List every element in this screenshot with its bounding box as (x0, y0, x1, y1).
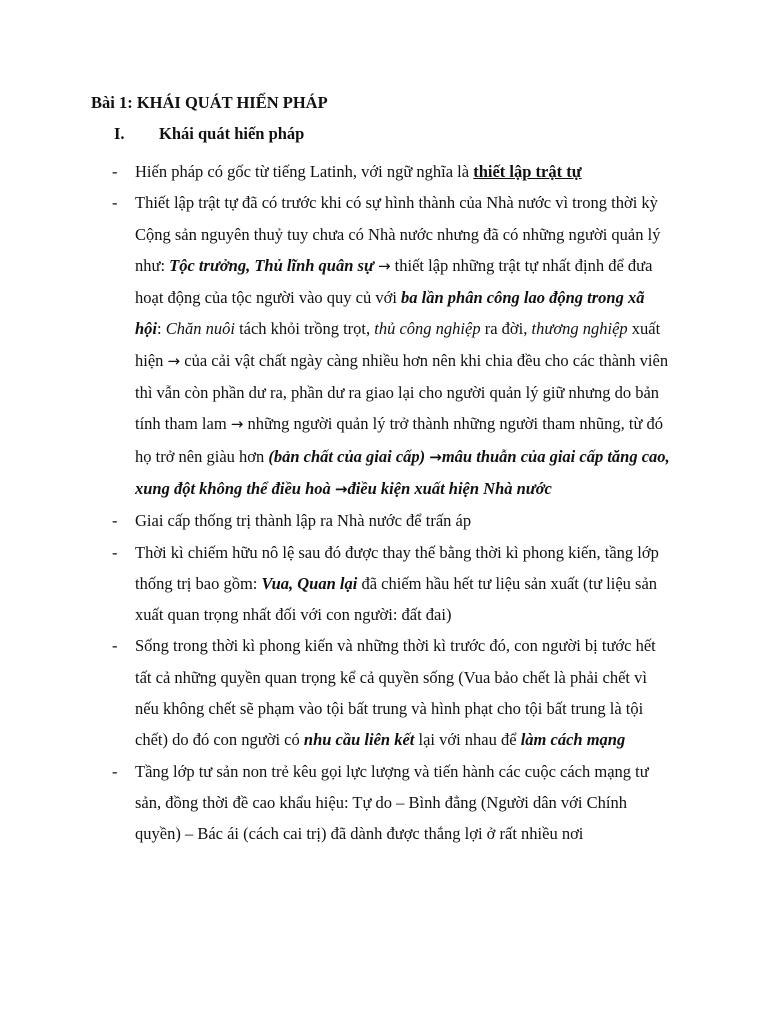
item-italic: thủ công nghiệp (374, 319, 481, 339)
bullet-marker: - (112, 193, 118, 213)
item-text: ra đời, (480, 319, 532, 339)
arrow-right-icon: → (167, 351, 181, 370)
section-title: Khái quát hiến pháp (159, 124, 305, 143)
item-text: : (157, 319, 166, 339)
section-heading (114, 124, 304, 144)
arrow-right-icon: → (377, 256, 391, 275)
item-emphasis: mâu thuẫn của giai cấp tăng cao, xung đột không thể điều hoà (135, 446, 670, 498)
item-text: Giai cấp thống trị thành lập ra Nhà nước để trấn áp (135, 511, 472, 531)
item-emphasis: điều kiện xuất hiện Nhà nước (347, 478, 552, 498)
item-emphasis: làm cách mạng (520, 730, 626, 750)
item-text: Thời kì chiếm hữu nô lệ sau đó được thay thế bằng thời kì phong kiến, tầng lớp thống trị bao gồm: (135, 542, 659, 593)
item-italic: Chăn nuôi (165, 319, 235, 339)
bullet-marker: - (112, 761, 118, 781)
item-text: xuất hiện (135, 319, 661, 370)
section-number: I. (114, 124, 125, 143)
list-item (112, 756, 672, 850)
arrow-right-icon: → (230, 415, 244, 434)
list-item (112, 630, 672, 755)
list-item (112, 537, 672, 631)
item-text: Tầng lớp tư sản non trẻ kêu gọi lực lượng và tiến hành các cuộc cách mạng tư sản, đồng thời đề cao khẩu hiệu: Tự do – Bình đẳng (Người dân với Chính quyền) – Bác ái (cách cai trị) đã dành được thắng lợi ở rất nhiều nơi (135, 761, 649, 844)
bullet-list (112, 156, 672, 850)
item-emphasis: Vua, Quan lại (261, 573, 358, 593)
bullet-marker: - (112, 542, 118, 562)
item-italic: thương nghiệp (531, 319, 628, 339)
item-text: Thiết lập trật tự đã có trước khi có sự hình thành của Nhà nước vì trong thời kỳ Cộng sản nguyên thuỷ tuy chưa có Nhà nước nhưng đã có những người quản lý như: (135, 193, 661, 275)
list-item (112, 187, 672, 505)
bullet-marker: - (112, 162, 118, 181)
item-text: thiết lập những trật tự nhất định để đưa hoạt động của tộc người vào quy củ với (135, 255, 653, 308)
item-text: đã chiếm hầu hết tư liệu sản xuất (tư liệu sản xuất quan trọng nhất đối với con người: đất đai) (135, 573, 658, 625)
item-text: Sống trong thời kì phong kiến và những thời kì trước đó, con người bị tước hết tất cả những quyền quan trọng kể cả quyền sống (Vua bảo chết là phải chết vì nếu không chết sẽ phạm vào tội bất trung và hình phạt cho tội bất trung là tội chết) do đó con người có (135, 636, 656, 750)
bullet-marker: - (112, 511, 118, 531)
item-emphasis: ba lần phân công lao động trong xã hội (135, 288, 645, 339)
item-emphasis: nhu cầu liên kết (303, 730, 415, 750)
bullet-marker: - (112, 636, 118, 656)
document-title: Bài 1: KHÁI QUÁT HIẾN PHÁP (91, 93, 328, 112)
arrow-right-icon: → (334, 479, 348, 498)
arrow-right-icon: → (429, 447, 442, 466)
list-item (112, 156, 672, 187)
item-text: tách khỏi trồng trọt, (234, 319, 375, 339)
item-text: lại với nhau để (414, 730, 521, 750)
item-text: của cải vật chất ngày càng nhiều hơn nên khi chia đều cho các thành viên thì vẫn còn phần dư ra, phần dư ra giao lại cho người quản lý giữ nhưng do bản tính tham lam (135, 350, 669, 434)
list-item (112, 505, 672, 536)
item-text: Hiến pháp có gốc từ tiếng Latinh, với ngữ nghĩa là (135, 162, 474, 181)
item-text: những người quản lý trở thành những người tham nhũng, từ đó họ trở nên giàu hơn (135, 414, 664, 466)
item-emphasis: Tộc trưởng, Thủ lĩnh quân sự (169, 255, 374, 275)
item-emphasis: thiết lập trật tự (473, 162, 582, 181)
item-emphasis: (bản chất của giai cấp) (268, 446, 430, 466)
